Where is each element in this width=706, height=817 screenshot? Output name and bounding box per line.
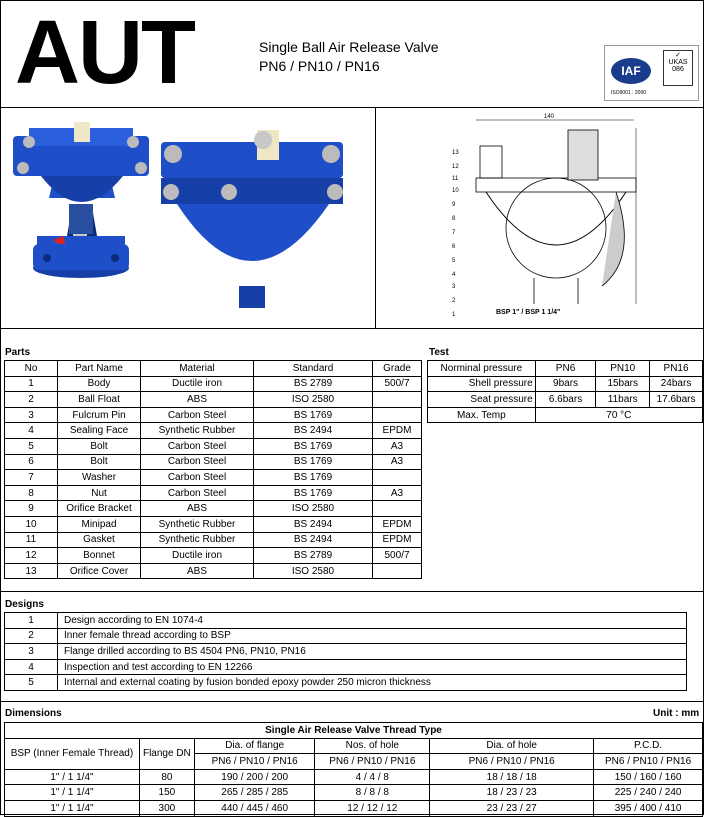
dimensions-heading: Dimensions bbox=[5, 708, 62, 719]
svg-text:3: 3 bbox=[452, 284, 456, 290]
part-number-labels bbox=[452, 150, 459, 318]
parts-row: 13 Orifice Cover ABS ISO 2580 bbox=[5, 563, 422, 579]
svg-text:10: 10 bbox=[452, 188, 459, 194]
col-no: No bbox=[5, 361, 58, 377]
svg-text:140: 140 bbox=[544, 114, 555, 120]
parts-row: 8 Nut Carbon Steel BS 1769 A3 bbox=[5, 485, 422, 501]
test-table bbox=[427, 360, 703, 423]
dims-subheader-row: PN6 / PN10 / PN16 PN6 / PN10 / PN16 PN6 / PN10 / PN16 PN6 / PN10 / PN16 bbox=[5, 754, 703, 770]
test-heading: Test bbox=[429, 347, 449, 358]
svg-text:7: 7 bbox=[452, 230, 456, 236]
test-col-pn6: PN6 bbox=[535, 361, 596, 377]
test-col-label: Norminal pressure bbox=[428, 361, 536, 377]
valve-photo bbox=[1, 108, 376, 328]
divider bbox=[1, 701, 703, 702]
test-col-pn10: PN10 bbox=[596, 361, 650, 377]
technical-drawing bbox=[376, 108, 703, 328]
test-row: Shell pressure 9bars 15bars 24bars bbox=[428, 376, 703, 392]
images-row bbox=[1, 108, 703, 329]
parts-row: 5 Bolt Carbon Steel BS 1769 A3 bbox=[5, 438, 422, 454]
certification-badge bbox=[604, 45, 699, 101]
designs-row: 4 Inspection and test according to EN 12266 bbox=[5, 659, 687, 675]
col-grade: Grade bbox=[373, 361, 422, 377]
svg-text:BSP 1" / BSP 1 1/4": BSP 1" / BSP 1 1/4" bbox=[496, 309, 561, 316]
svg-text:2: 2 bbox=[452, 298, 456, 304]
svg-text:12: 12 bbox=[452, 164, 459, 170]
col-part-name: Part Name bbox=[58, 361, 141, 377]
designs-table bbox=[4, 612, 687, 691]
svg-text:4: 4 bbox=[452, 272, 456, 278]
parts-row: 3 Fulcrum Pin Carbon Steel BS 1769 bbox=[5, 407, 422, 423]
unit-label: Unit : mm bbox=[653, 708, 700, 719]
cross-section-diagram bbox=[376, 108, 703, 328]
iaf-logo: IAF bbox=[611, 58, 651, 84]
parts-row: 10 Minipad Synthetic Rubber BS 2494 EPDM bbox=[5, 516, 422, 532]
designs-heading: Designs bbox=[5, 599, 44, 610]
parts-heading: Parts bbox=[5, 347, 31, 358]
divider bbox=[1, 591, 703, 592]
valve-illustration bbox=[1, 108, 375, 328]
svg-text:11: 11 bbox=[452, 176, 459, 182]
designs-row: 5 Internal and external coating by fusion bonded epoxy powder 250 micron thickness bbox=[5, 675, 687, 691]
col-material: Material bbox=[141, 361, 254, 377]
test-header-row bbox=[428, 361, 703, 377]
col-standard: Standard bbox=[254, 361, 373, 377]
header bbox=[1, 1, 703, 108]
test-col-pn16: PN16 bbox=[650, 361, 703, 377]
svg-text:6: 6 bbox=[452, 244, 456, 250]
parts-row: 6 Bolt Carbon Steel BS 1769 A3 bbox=[5, 454, 422, 470]
parts-table bbox=[4, 360, 422, 579]
ukas-logo: ✓ UKAS 086 bbox=[663, 50, 693, 86]
parts-row: 1 Body Ductile iron BS 2789 500/7 bbox=[5, 376, 422, 392]
parts-row: 4 Sealing Face Synthetic Rubber BS 2494 EPDM bbox=[5, 423, 422, 439]
parts-row: 11 Gasket Synthetic Rubber BS 2494 EPDM bbox=[5, 532, 422, 548]
svg-text:8: 8 bbox=[452, 216, 456, 222]
dims-row: 1" / 1 1/4" 150 265 / 285 / 285 8 / 8 / 8 18 / 23 / 23 225 / 240 / 240 bbox=[5, 785, 703, 801]
test-row: Seat pressure 6.6bars 11bars 17.6bars bbox=[428, 392, 703, 408]
brand-logo: AUT bbox=[15, 3, 194, 103]
parts-row: 2 Ball Float ABS ISO 2580 bbox=[5, 392, 422, 408]
designs-row: 1 Design according to EN 1074-4 bbox=[5, 613, 687, 629]
svg-text:13: 13 bbox=[452, 150, 459, 156]
iso-label: ISO9001 : 2000 bbox=[611, 90, 647, 96]
dims-row: 1" / 1 1/4" 300 440 / 445 / 460 12 / 12 / 12 23 / 23 / 27 395 / 400 / 410 bbox=[5, 800, 703, 816]
dims-title-row: Single Air Release Valve Thread Type bbox=[5, 723, 703, 739]
svg-text:1: 1 bbox=[452, 312, 456, 318]
parts-header-row bbox=[5, 361, 422, 377]
parts-row: 12 Bonnet Ductile iron BS 2789 500/7 bbox=[5, 548, 422, 564]
designs-row: 2 Inner female thread according to BSP bbox=[5, 628, 687, 644]
parts-row: 7 Washer Carbon Steel BS 1769 bbox=[5, 470, 422, 486]
pressure-rating: PN6 / PN10 / PN16 bbox=[259, 58, 380, 74]
designs-row: 3 Flange drilled according to BS 4504 PN6, PN10, PN16 bbox=[5, 644, 687, 660]
product-title: Single Ball Air Release Valve bbox=[259, 39, 439, 55]
parts-row: 9 Orifice Bracket ABS ISO 2580 bbox=[5, 501, 422, 517]
dims-header-row: BSP (Inner Female Thread) Flange DN Dia. of flange Nos. of hole Dia. of hole P.C.D. bbox=[5, 738, 703, 754]
dimensions-table bbox=[4, 722, 703, 817]
svg-text:5: 5 bbox=[452, 258, 456, 264]
test-row: Max. Temp 70 °C bbox=[428, 407, 703, 423]
svg-text:9: 9 bbox=[452, 202, 456, 208]
dims-row: 1" / 1 1/4" 80 190 / 200 / 200 4 / 4 / 8 18 / 18 / 18 150 / 160 / 160 bbox=[5, 769, 703, 785]
